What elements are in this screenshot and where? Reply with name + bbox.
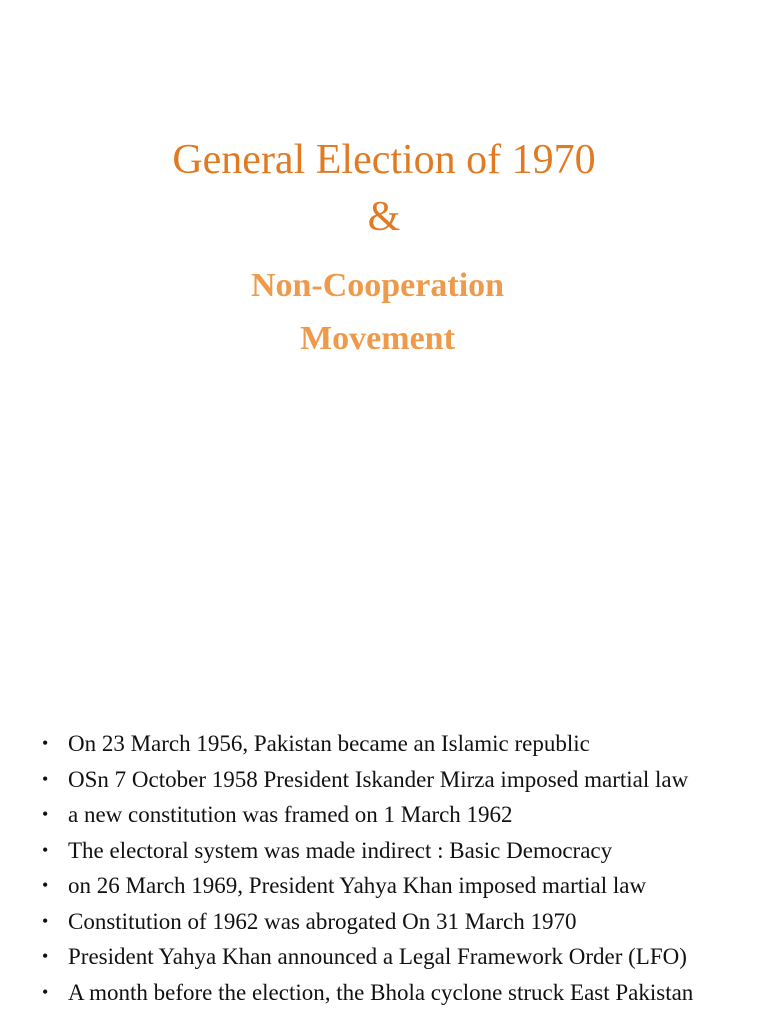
bullet-item (0, 797, 768, 833)
bullet-dot-icon: • (42, 768, 49, 789)
bullet-dot-icon: • (42, 804, 49, 824)
bullet-dot-icon: • (42, 946, 49, 966)
title-line-1: General Election of 1970 (172, 137, 596, 183)
bullet-text: On 23 March 1956, Pakistan became an Islamic republic (68, 731, 590, 756)
bullet-item (0, 939, 768, 975)
bullet-text: The electoral system was made indirect : Basic Democracy (68, 837, 613, 863)
bullet-dot-icon: • (42, 981, 49, 1002)
title-line-2: & (367, 194, 401, 240)
bullet-item (0, 726, 768, 762)
bullet-list (0, 726, 768, 1007)
bullet-dot-icon: • (42, 733, 49, 753)
subtitle-line-1: Non-Cooperation (250, 267, 505, 304)
bullet-text: a new constitution was framed on 1 March 1962 (68, 802, 513, 827)
bullet-item (0, 833, 768, 869)
bullet-item (0, 904, 768, 940)
bullet-item (0, 762, 768, 798)
subtitle-line-2: Movement (300, 320, 455, 357)
bullet-text: on 26 March 1969, President Yahya Khan imposed martial law (68, 873, 647, 898)
bullet-item (0, 868, 768, 904)
bullet-dot-icon: • (42, 839, 49, 860)
bullet-text: A month before the election, the Bhola cyclone struck East Pakistan (68, 979, 694, 1005)
bullet-dot-icon: • (42, 875, 49, 895)
bullet-item (0, 975, 768, 1007)
bullet-text: President Yahya Khan announced a Legal Framework Order (LFO) (68, 944, 687, 969)
bullet-text: OSn 7 October 1958 President Iskander Mirza imposed martial law (68, 766, 689, 792)
bullet-text: Constitution of 1962 was abrogated On 31 March 1970 (68, 908, 577, 934)
bullet-dot-icon: • (42, 910, 49, 931)
